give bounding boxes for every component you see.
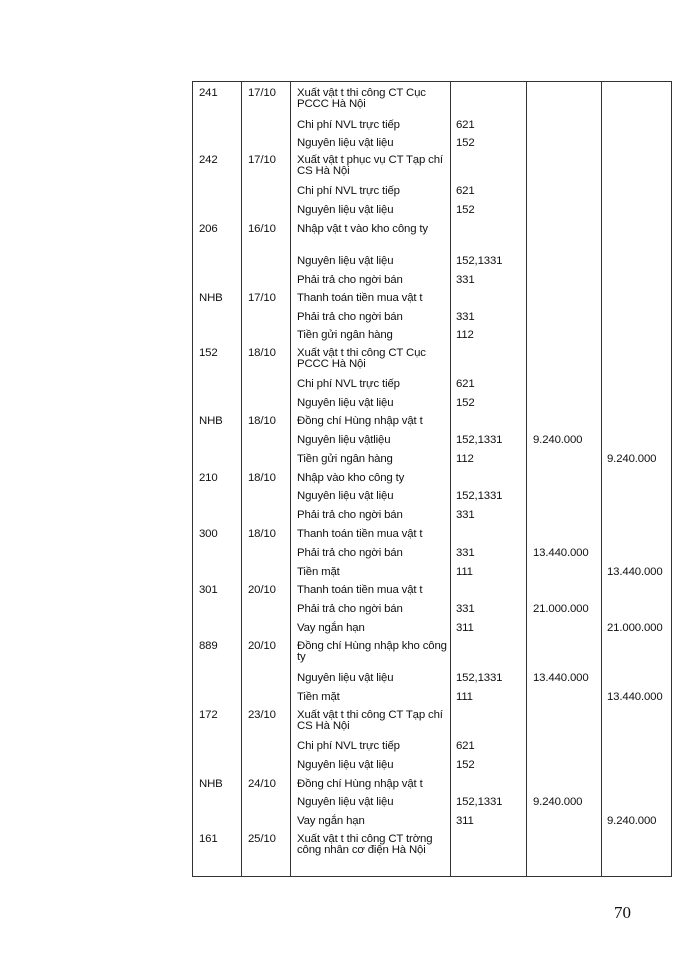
entry-description: Chi phí NVL trực tiếp (297, 378, 400, 390)
account-code: 311 (456, 622, 474, 634)
account-code: 331 (456, 603, 475, 615)
entry-description: Tiền mặt (297, 566, 340, 578)
entry-description: Phải trả cho ngời bán (297, 547, 403, 559)
entry-date: 17/10 (248, 87, 276, 99)
column-divider (601, 82, 602, 876)
account-code: 331 (456, 274, 475, 286)
entry-description: Thanh toán tiền mua vật t (297, 292, 423, 304)
credit-amount: 9.240.000 (607, 815, 657, 827)
entry-description: Nguyên liệu vật liệu (297, 204, 394, 216)
account-code: 331 (456, 547, 475, 559)
column-divider (241, 82, 242, 876)
entry-description: Nguyên liệu vật liệu (297, 255, 394, 267)
entry-description: Xuất vật t thi công CT Cục PCCC Hà Nội (297, 87, 426, 110)
account-code: 152 (456, 759, 475, 771)
entry-date: 17/10 (248, 292, 276, 304)
debit-amount: 21.000.000 (533, 603, 589, 615)
entry-description: Xuất vật t phục vụ CT Tạp chí CS Hà Nội (297, 154, 443, 177)
entry-description: Chi phí NVL trực tiếp (297, 740, 400, 752)
entry-description: Tiền gửi ngân hàng (297, 453, 393, 465)
entry-description: Nhập vào kho công ty (297, 472, 405, 484)
entry-number: 172 (199, 709, 218, 721)
account-code: 152,1331 (456, 796, 503, 808)
account-code: 331 (456, 509, 475, 521)
account-code: 621 (456, 185, 475, 197)
entry-description: Tiền gửi ngân hàng (297, 329, 393, 341)
account-code: 111 (456, 691, 473, 703)
entry-number: NHB (199, 778, 223, 790)
entry-description: Nguyên liệu vật liệu (297, 672, 394, 684)
entry-date: 18/10 (248, 347, 276, 359)
entry-number: 242 (199, 154, 218, 166)
entry-number: 889 (199, 640, 218, 652)
entry-date: 20/10 (248, 640, 276, 652)
entry-description: Chi phí NVL trực tiếp (297, 119, 400, 131)
page-number: 70 (614, 903, 631, 922)
account-code: 621 (456, 378, 475, 390)
entry-description: Đồng chí Hùng nhập vật t (297, 778, 423, 790)
entry-description: Chi phí NVL trực tiếp (297, 185, 400, 197)
entry-number: NHB (199, 292, 223, 304)
entry-description: Nguyên liệu vật liệu (297, 759, 394, 771)
account-code: 152 (456, 397, 475, 409)
entry-number: 300 (199, 528, 218, 540)
entry-description: Phải trả cho ngời bán (297, 603, 403, 615)
entry-date: 18/10 (248, 472, 276, 484)
account-code: 152,1331 (456, 672, 503, 684)
entry-description: Nguyên liệu vật liệu (297, 796, 394, 808)
ledger-table (192, 81, 672, 877)
entry-number: 206 (199, 223, 218, 235)
account-code: 112 (456, 329, 474, 341)
entry-number: 152 (199, 347, 218, 359)
debit-amount: 9.240.000 (533, 434, 583, 446)
entry-date: 24/10 (248, 778, 276, 790)
entry-description: Xuất vật t thi công CT trờng công nhân cơ điện Hà Nội (297, 833, 433, 856)
account-code: 311 (456, 815, 474, 827)
column-divider (526, 82, 527, 876)
entry-date: 18/10 (248, 415, 276, 427)
account-code: 111 (456, 566, 473, 578)
account-code: 152 (456, 204, 475, 216)
debit-amount: 13.440.000 (533, 547, 589, 559)
entry-description: Đồng chí Hùng nhập kho công ty (297, 640, 447, 663)
entry-description: Thanh toán tiền mua vật t (297, 528, 423, 540)
entry-date: 25/10 (248, 833, 276, 845)
entry-description: Nguyên liệu vậtliệu (297, 434, 391, 446)
credit-amount: 9.240.000 (607, 453, 657, 465)
column-divider (450, 82, 451, 876)
debit-amount: 13.440.000 (533, 672, 589, 684)
account-code: 621 (456, 119, 475, 131)
entry-number: 210 (199, 472, 218, 484)
entry-description: Đồng chí Hùng nhập vật t (297, 415, 423, 427)
entry-description: Tiền mặt (297, 691, 340, 703)
entry-description: Xuất vật t thi công CT Cục PCCC Hà Nội (297, 347, 426, 370)
account-code: 152,1331 (456, 434, 503, 446)
entry-number: NHB (199, 415, 223, 427)
entry-date: 16/10 (248, 223, 276, 235)
account-code: 152,1331 (456, 490, 503, 502)
credit-amount: 13.440.000 (607, 691, 663, 703)
credit-amount: 21.000.000 (607, 622, 663, 634)
account-code: 621 (456, 740, 475, 752)
account-code: 112 (456, 453, 474, 465)
debit-amount: 9.240.000 (533, 796, 583, 808)
entry-description: Phải trả cho ngời bán (297, 274, 403, 286)
entry-date: 20/10 (248, 584, 276, 596)
entry-description: Nguyên liệu vật liệu (297, 137, 394, 149)
account-code: 331 (456, 311, 475, 323)
entry-date: 23/10 (248, 709, 276, 721)
entry-number: 301 (199, 584, 218, 596)
entry-number: 161 (199, 833, 218, 845)
entry-description: Nguyên liệu vật liệu (297, 397, 394, 409)
entry-description: Phải trả cho ngời bán (297, 509, 403, 521)
account-code: 152 (456, 137, 475, 149)
entry-description: Thanh toán tiền mua vật t (297, 584, 423, 596)
entry-description: Nguyên liệu vật liệu (297, 490, 394, 502)
credit-amount: 13.440.000 (607, 566, 663, 578)
entry-description: Phải trả cho ngời bán (297, 311, 403, 323)
entry-date: 18/10 (248, 528, 276, 540)
entry-description: Vay ngắn hạn (297, 815, 365, 827)
account-code: 152,1331 (456, 255, 503, 267)
entry-date: 17/10 (248, 154, 276, 166)
entry-description: Nhập vật t vào kho công ty (297, 223, 428, 235)
entry-description: Xuất vật t thi công CT Tạp chí CS Hà Nội (297, 709, 443, 732)
entry-number: 241 (199, 87, 218, 99)
column-divider (290, 82, 291, 876)
entry-description: Vay ngắn hạn (297, 622, 365, 634)
